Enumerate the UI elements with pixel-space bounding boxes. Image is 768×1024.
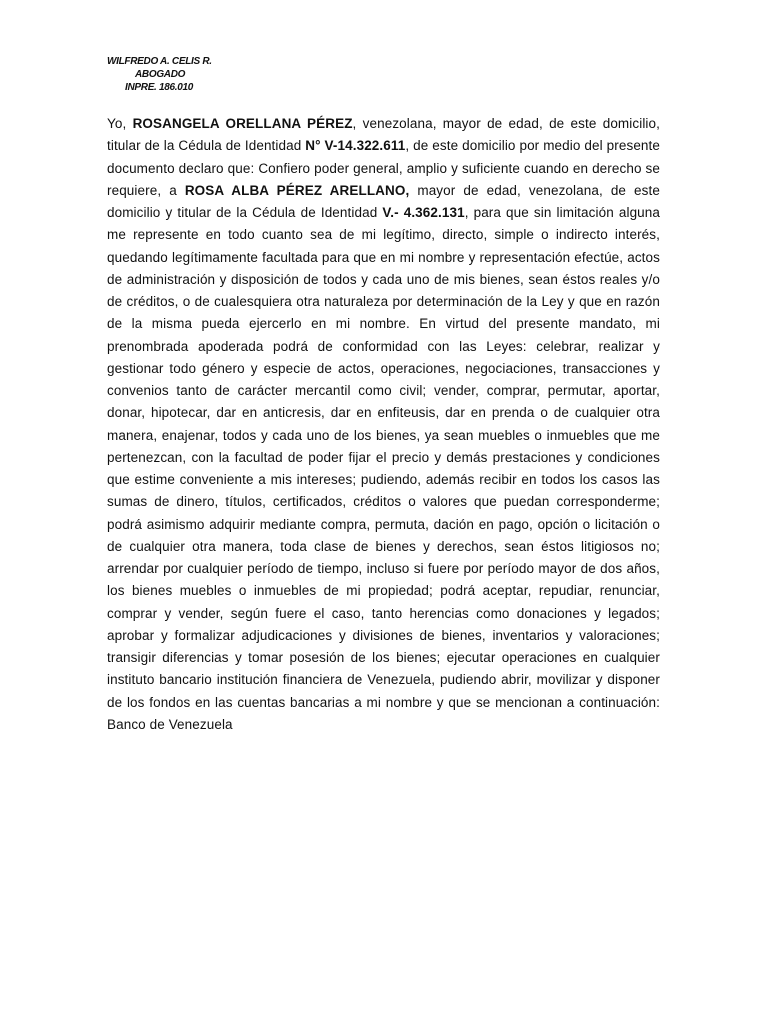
- power-of-attorney-paragraph: [107, 113, 660, 736]
- lawyer-title: ABOGADO: [135, 69, 186, 80]
- text-segment: Yo,: [107, 116, 133, 131]
- attorney-name: ROSA ALBA PÉREZ ARELLANO,: [184, 182, 410, 198]
- grantor-id: N° V-14.322.611: [305, 138, 406, 154]
- text-segment: , para que sin limitación alguna me represente en todo cuanto sea de mi legítimo, directo, simple o indirecto interés, quedando legítimamente facultada para que en mi nombre y representación efectúe, actos de administración y disposición de todos y cada uno de mis bienes, sean éstos reales y/o de créditos, o de cualesquiera otra naturaleza por determinación de la Ley y que en razón de la misma pueda ejercerlo en mi nombre. En virtud del presente mandato, mi prenombrada apoderada podrá de conformidad con las Leyes: celebrar, realizar y gestionar todo género y especie de actos, operaciones, negociaciones, transacciones y convenios tanto de carácter mercantil como civil; vender, comprar, permutar, aportar, donar, hipotecar, dar en anticresis, dar en enfiteusis, dar en prenda o de cualquier otra manera, enajenar, todos y cada uno de los bienes, ya sean muebles o inmuebles que me pertenezcan, con la facultad de poder fijar el precio y demás prestaciones y condiciones que estime conveniente a mis intereses; pudiendo, además recibir en todos los casos las sumas de dinero, títulos, certificados, créditos o valores que puedan corresponderme; podrá asimismo adquirir mediante compra, permuta, dación en pago, opción o licitación o de cualquier otra manera, toda clase de bienes y derechos, sean éstos litigiosos no; arrendar por cualquier período de tiempo, incluso si fuere por período mayor de dos años, los bienes muebles o inmuebles de mi propiedad; podrá aceptar, repudiar, renunciar, comprar y vender, según fuere el caso, tanto herencias como donaciones y legados; aprobar y formalizar adjudicaciones y divisiones de bienes, inventarios y valoraciones; transigir diferencias y tomar posesión de los bienes; ejecutar operaciones en cualquier instituto bancario institución financiera de Venezuela, pudiendo abrir, movilizar y disponer de los fondos en las cuentas bancarias a mi nombre y que se mencionan a continuación: Banco de Venezuela: [107, 205, 660, 732]
- lawyer-name: WILFREDO A. CELIS R.: [107, 56, 212, 67]
- grantor-name: ROSANGELA ORELLANA PÉREZ: [132, 116, 353, 131]
- text-segment: mayor de edad, venezolana, de este domicilio y titular de la Cédula de Identidad: [107, 182, 660, 220]
- letterhead: [107, 55, 212, 94]
- lawyer-inpre: INPRE. 186.010: [125, 82, 194, 93]
- document-body: [107, 113, 660, 736]
- text-segment: , de este domicilio por medio del presente documento declaro que: Confiero poder general, amplio y suficiente cuando en derecho se requiere, a: [107, 138, 660, 198]
- text-segment: , venezolana, mayor de edad, de este domicilio, titular de la Cédula de Identidad: [107, 116, 660, 154]
- attorney-id: V.- 4.362.131: [382, 205, 465, 220]
